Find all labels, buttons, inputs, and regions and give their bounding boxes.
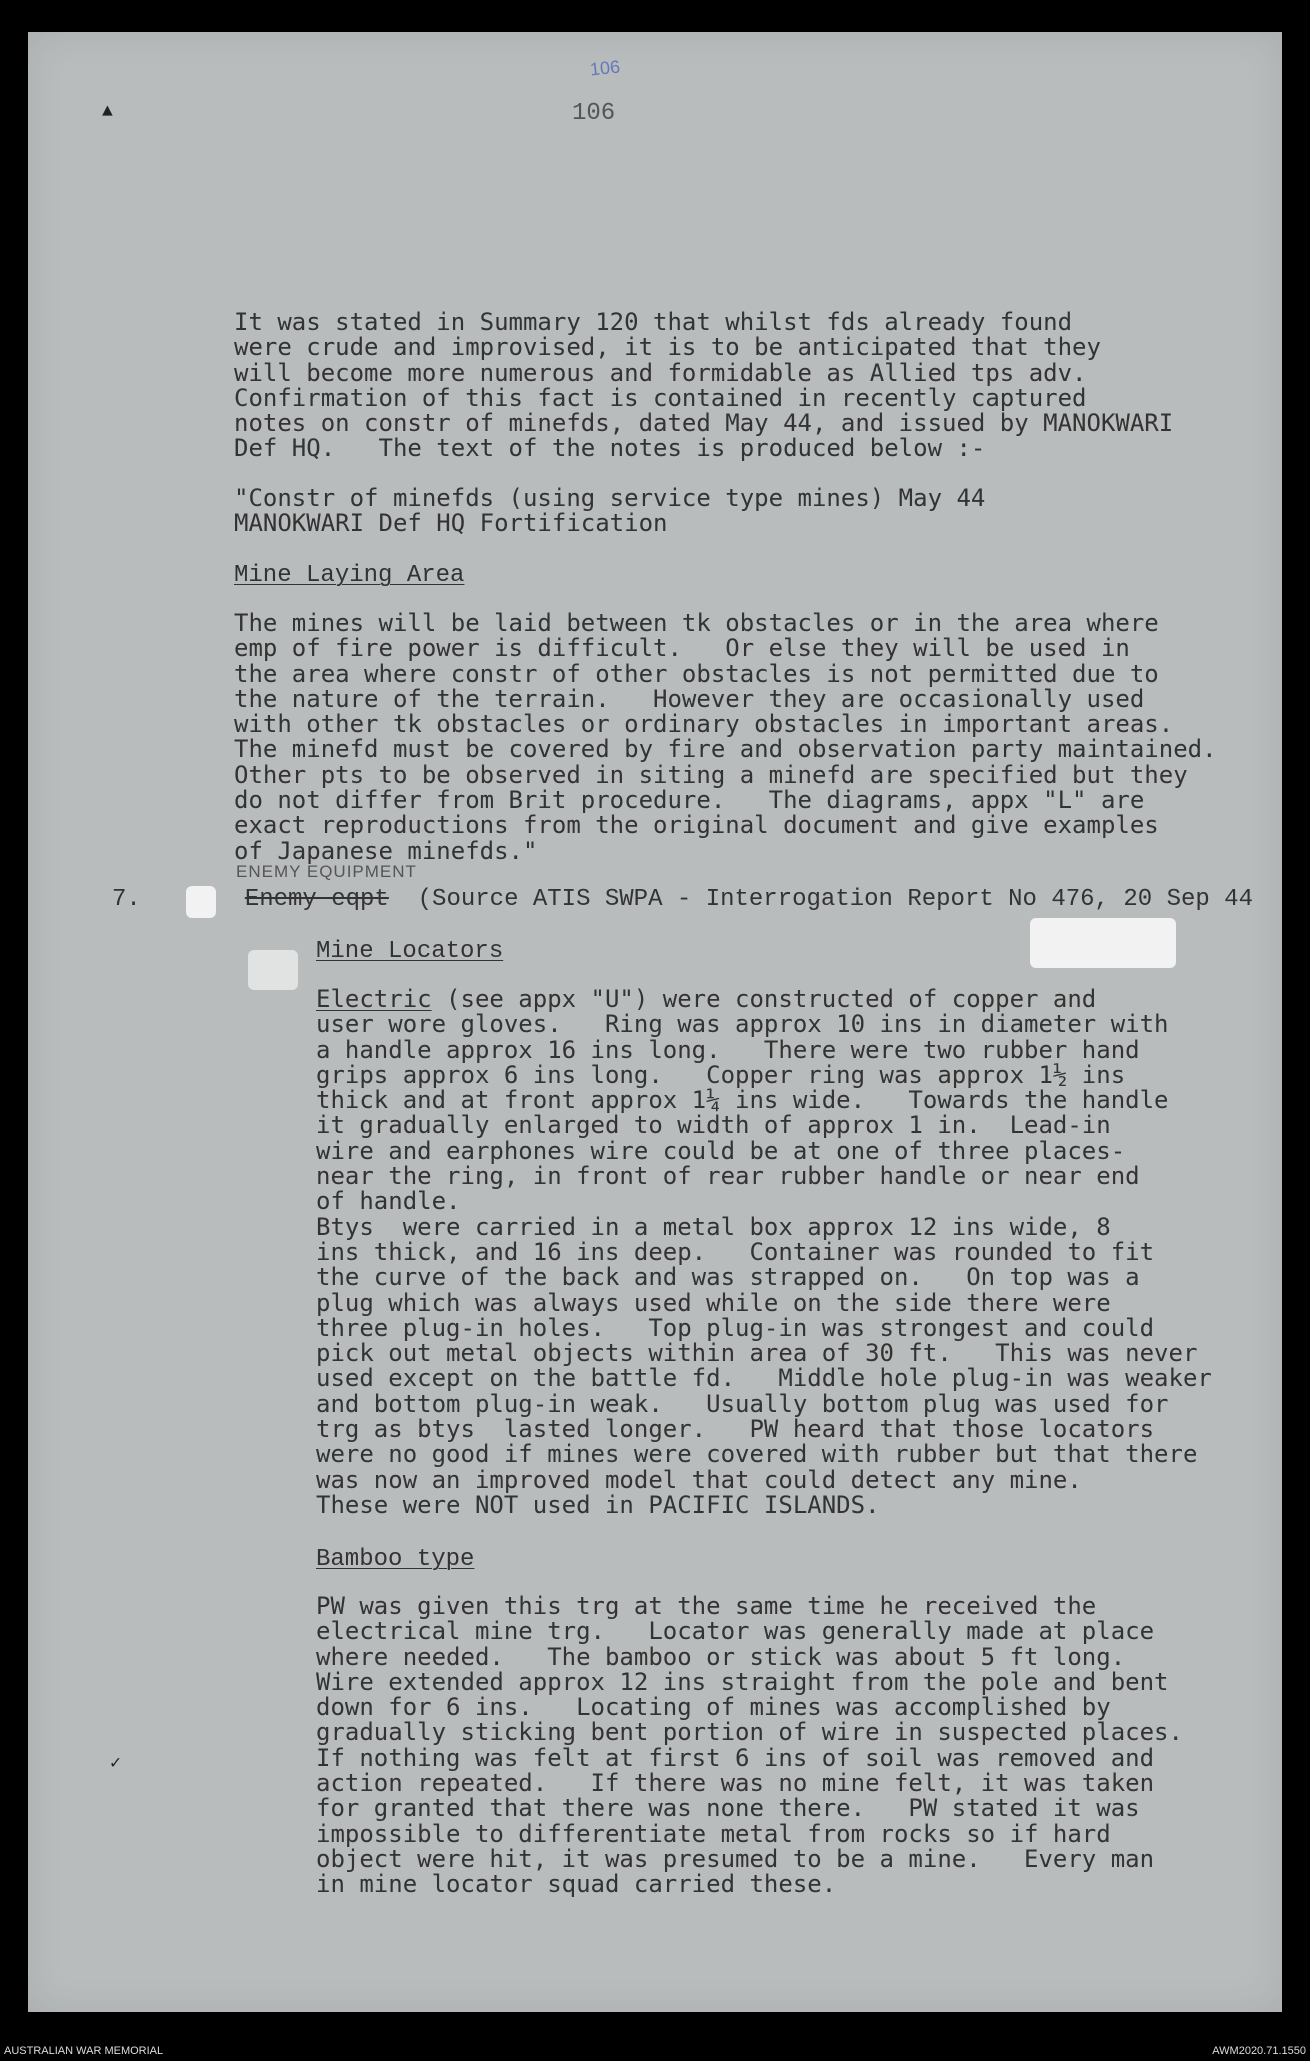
- text-line: near the ring, in front of rear rubber handle or near end: [316, 1162, 1140, 1191]
- text-line: do not differ from Brit procedure. The diagrams, appx "L" are: [234, 786, 1145, 815]
- text-line: was now an improved model that could detect any mine.: [316, 1465, 1082, 1494]
- text-line: Def HQ. The text of the notes is produced below :-: [234, 434, 986, 463]
- text-line: of handle.: [316, 1187, 461, 1216]
- text-line: the nature of the terrain. However they are occasionally used: [234, 684, 1145, 713]
- text-line: wire and earphones wire could be at one of three places-: [316, 1136, 1126, 1165]
- text-line: PW was given this trg at the same time he received the: [316, 1592, 1097, 1620]
- text-line: in mine locator squad carried these.: [316, 1870, 837, 1899]
- ink-mark: ▲: [102, 102, 113, 122]
- text-line: ins thick, and 16 ins deep. Container was rounded to fit: [316, 1237, 1155, 1266]
- text-line: MANOKWARI Def HQ Fortification: [234, 509, 668, 538]
- handwritten-annotation: ENEMY EQUIPMENT: [236, 862, 417, 881]
- text-line: for granted that there was none there. PW stated it was: [316, 1794, 1140, 1823]
- footer-right: AWM2020.71.1550: [1212, 2045, 1306, 2057]
- text-line: trg as btys lasted longer. PW heard that those locators: [316, 1415, 1155, 1444]
- text-line: emp of fire power is difficult. Or else they will be used in: [234, 634, 1130, 663]
- text-line: impossible to differentiate metal from rocks so if hard: [316, 1819, 1111, 1848]
- correction-fluid-mark: [248, 950, 298, 990]
- mine-laying-heading: Mine Laying Area: [234, 562, 465, 589]
- text-line: Btys were carried in a metal box approx 12 ins wide, 8: [316, 1212, 1111, 1241]
- text-line: down for 6 ins. Locating of mines was accomplished by: [316, 1693, 1111, 1722]
- text-line: These were NOT used in PACIFIC ISLANDS.: [316, 1490, 880, 1519]
- footer-left: AUSTRALIAN WAR MEMORIAL: [4, 2045, 164, 2057]
- text-line: with other tk obstacles or ordinary obstacles in important areas.: [234, 710, 1174, 739]
- text-line: electrical mine trg. Locator was generally made at place: [316, 1617, 1155, 1646]
- text-line: gradually sticking bent portion of wire in suspected places.: [316, 1718, 1183, 1747]
- text-line: If nothing was felt at first 6 ins of soil was removed and: [316, 1743, 1155, 1772]
- text-line: where needed. The bamboo or stick was about 5 ft long.: [316, 1642, 1126, 1671]
- bamboo-paragraph: [316, 1594, 1183, 1898]
- text-line: (see appx "U") were constructed of copper and: [431, 985, 1097, 1013]
- ink-mark: ✓: [110, 1754, 121, 1774]
- text-line: and bottom plug-in weak. Usually bottom plug was used for: [316, 1389, 1169, 1418]
- text-line: The minefd must be covered by fire and observation party maintained.: [234, 735, 1217, 764]
- text-line: were crude and improvised, it is to be anticipated that they: [234, 333, 1101, 362]
- source-reference: (Source ATIS SWPA - Interrogation Report No 476, 20 Sep 44: [388, 886, 1253, 913]
- mine-locators-heading: Mine Locators: [316, 938, 504, 965]
- document-page: [28, 32, 1282, 2012]
- quote-header: [234, 486, 985, 537]
- text-line: It was stated in Summary 120 that whilst fds already found: [234, 308, 1073, 336]
- text-line: pick out metal objects within area of 30 ft. This was never: [316, 1339, 1198, 1368]
- page-number: 106: [572, 100, 616, 127]
- text-line: Other pts to be observed in siting a minefd are specified but they: [234, 760, 1188, 789]
- text-line: Wire extended approx 12 ins straight from the pole and bent: [316, 1667, 1169, 1696]
- text-line: thick and at front approx 1¼ ins wide. Towards the handle: [316, 1086, 1169, 1115]
- text-line: of Japanese minefds.": [234, 836, 538, 865]
- text-line: exact reproductions from the original document and give examples: [234, 811, 1159, 840]
- text-line: "Constr of minefds (using service type mines) May 44: [234, 484, 986, 512]
- struck-heading: Enemy eqpt: [244, 886, 389, 913]
- text-line: the curve of the back and was strapped on. On top was a: [316, 1263, 1140, 1292]
- text-line: user wore gloves. Ring was approx 10 ins in diameter with: [316, 1010, 1169, 1039]
- text-line: three plug-in holes. Top plug-in was strongest and could: [316, 1313, 1155, 1342]
- intro-paragraph: [234, 310, 1173, 462]
- mine-laying-paragraph: [234, 611, 1217, 864]
- text-line: notes on constr of minefds, dated May 44, and issued by MANOKWARI: [234, 409, 1174, 438]
- text-line: used except on the battle fd. Middle hole plug-in was weaker: [316, 1364, 1212, 1393]
- section-number: 7.: [112, 886, 141, 913]
- electric-paragraph: [316, 987, 1212, 1518]
- text-line: The mines will be laid between tk obstacles or in the area where: [234, 609, 1159, 637]
- text-line: a handle approx 16 ins long. There were two rubber hand: [316, 1035, 1140, 1064]
- bamboo-heading: Bamboo type: [316, 1546, 475, 1573]
- section-7-line: [112, 886, 1253, 913]
- text-line: plug which was always used while on the side there were: [316, 1288, 1111, 1317]
- text-line: object were hit, it was presumed to be a mine. Every man: [316, 1844, 1155, 1873]
- page-stamp: 106: [588, 56, 621, 80]
- text-line: it gradually enlarged to width of approx 1 in. Lead-in: [316, 1111, 1111, 1140]
- text-line: will become more numerous and formidable as Allied tps adv.: [234, 358, 1087, 387]
- correction-fluid-mark: [1030, 918, 1176, 968]
- text-line: the area where constr of other obstacles is not permitted due to: [234, 659, 1159, 688]
- text-line: Confirmation of this fact is contained in recently captured: [234, 383, 1087, 412]
- text-line: action repeated. If there was no mine felt, it was taken: [316, 1769, 1155, 1798]
- electric-heading: Electric: [316, 985, 432, 1013]
- text-line: grips approx 6 ins long. Copper ring was approx 1½ ins: [316, 1060, 1126, 1089]
- text-line: were no good if mines were covered with rubber but that there: [316, 1440, 1198, 1469]
